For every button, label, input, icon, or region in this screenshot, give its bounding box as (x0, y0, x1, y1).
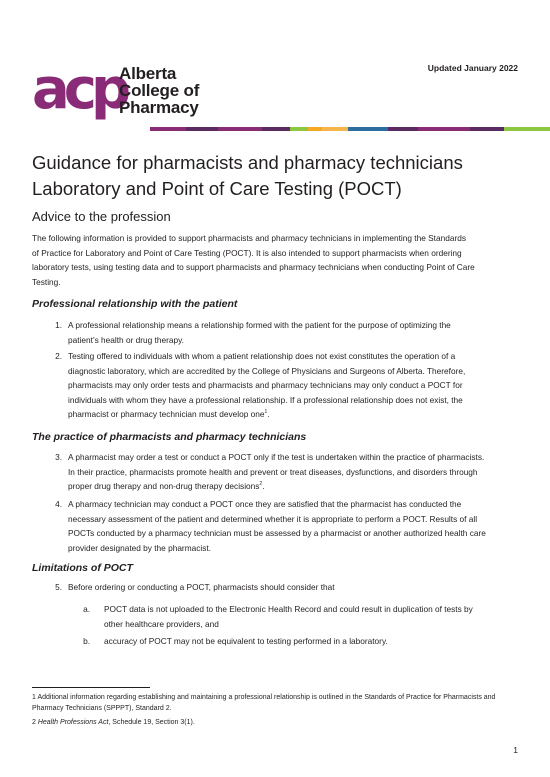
stripe-segment (322, 127, 348, 131)
item-number: b. (83, 636, 90, 646)
item-line: POCTs conducted by a pharmacy technician must be assessed by a pharmacist or another authorized health care (68, 528, 486, 539)
item-number: 4. (55, 499, 62, 509)
item-line: In their practice, pharmacists promote health and prevent or treat diseases, dysfunctions, and disorders through (68, 466, 478, 477)
item-line: A pharmacy technician may conduct a POCT once they are satisfied that the pharmacist has conducted the (68, 499, 462, 509)
stripe-segment (0, 127, 150, 131)
stripe-segment (290, 127, 308, 131)
section-heading-practice: The practice of pharmacists and pharmacy technicians (32, 431, 307, 443)
advice-line: laboratory tests, using testing data and to support pharmacists and pharmacy technicians when conducting Point of Care (32, 262, 475, 273)
section-heading-relationship: Professional relationship with the patient (32, 298, 238, 310)
document-title (32, 150, 522, 202)
item-line: provider designated by the pharmacist. (68, 542, 211, 553)
item-line: other healthcare providers, and (104, 618, 219, 629)
stripe-segment (388, 127, 418, 131)
stripe-segment (218, 127, 262, 131)
footnote-divider (32, 687, 150, 688)
item-line-end: . (262, 481, 265, 492)
item-number: a. (83, 604, 90, 614)
logo-word-2: College of (119, 81, 200, 100)
item-line: diagnostic laboratory, which are accredited by the College of Physicians and Surgeons of Alberta. Therefore, (68, 365, 466, 376)
item-line: necessary assessment of the patient and determined whether it is appropriate to perform a POCT. Results of all (68, 513, 478, 524)
advice-line: Testing. (32, 276, 61, 287)
item-line-end: . (267, 409, 270, 420)
logo-mark-text: acp (32, 63, 126, 122)
footnote-text: , Schedule 19, Section 3(1). (108, 719, 195, 726)
stripe-segment (348, 127, 388, 131)
item-line: patient’s health or drug therapy. (68, 334, 184, 345)
advice-paragraph (32, 231, 520, 289)
advice-line: of Practice for Laboratory and Point of Care Testing (POCT). It is also intended to support pharmacists when ordering (32, 247, 462, 258)
logo-wordmark (119, 65, 199, 116)
stripe-segment (504, 127, 550, 131)
item-line: POCT data is not uploaded to the Electronic Health Record and could result in duplication of tests by (104, 604, 473, 614)
updated-date: Updated January 2022 (427, 63, 518, 73)
title-line-1: Guidance for pharmacists and pharmacy technicians (32, 152, 463, 173)
stripe-segment (308, 127, 322, 131)
footnote-number: 2 (32, 719, 38, 726)
footnote-act-title: Health Professions Act (37, 719, 109, 726)
item-number: 5. (55, 582, 62, 592)
advice-heading: Advice to the profession (32, 209, 171, 224)
logo-word-1: Alberta (119, 64, 177, 83)
advice-line: The following information is provided to support pharmacists and pharmacy technicians in implementing the Standards (32, 233, 466, 243)
footnote-line: Pharmacy Technicians (SPPPT), Standard 2. (32, 705, 172, 712)
item-number: 2. (55, 351, 62, 361)
footnote-ref-1[interactable]: 1 (264, 409, 268, 416)
stripe-segment (470, 127, 504, 131)
footnote-1 (32, 692, 527, 714)
item-line-text: pharmacist or pharmacy technician must develop one (68, 409, 265, 420)
item-line: pharmacists may only order tests and pharmacists and pharmacy technicians may only conduct a POCT for (68, 380, 463, 391)
item-line (68, 479, 520, 494)
stripe-segment (418, 127, 470, 131)
page-number: 1 (513, 745, 518, 755)
item-number: 1. (55, 320, 62, 330)
item-line: individuals with whom they have a professional relationship. If a professional relationship does not exist, the (68, 394, 463, 405)
section-heading-limitations: Limitations of POCT (32, 562, 133, 574)
stripe-segment (150, 127, 186, 131)
stripe-segment (262, 127, 290, 131)
item-line: Testing offered to individuals with whom a patient relationship does not exist constitutes the operation of a (68, 351, 456, 361)
stripe-segment (186, 127, 218, 131)
footnote-ref-2[interactable]: 2 (259, 481, 263, 488)
footnote-line: 1 Additional information regarding establishing and maintaining a professional relationship is outlined in the Standards of Practice for Pharmacists and (32, 694, 496, 701)
item-line: accuracy of POCT may not be equivalent to testing performed in a laboratory. (104, 636, 388, 646)
logo-word-3: Pharmacy (119, 98, 199, 117)
item-line: Before ordering or conducting a POCT, pharmacists should consider that (68, 582, 335, 592)
brand-color-stripe (0, 127, 550, 131)
item-line-text: proper drug therapy and non-drug therapy decisions (68, 481, 260, 492)
item-line: A professional relationship means a relationship formed with the patient for the purpose of optimizing the (68, 320, 451, 330)
item-line: A pharmacist may order a test or conduct a POCT only if the test is undertaken within the practice of pharmacists. (68, 452, 485, 462)
item-number: 3. (55, 452, 62, 462)
item-line (68, 407, 520, 422)
title-line-2: Laboratory and Point of Care Testing (POCT) (32, 178, 402, 199)
footnote-2 (32, 717, 527, 728)
